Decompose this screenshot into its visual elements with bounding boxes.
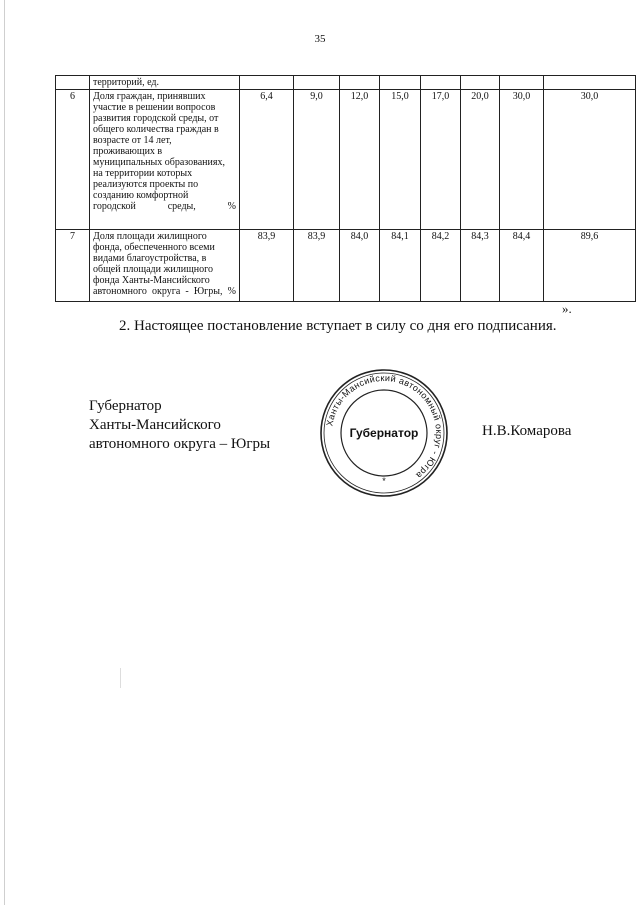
closing-quote: ».	[562, 301, 572, 316]
indicator-value-cell	[421, 76, 461, 90]
indicator-value-cell: 84,2	[421, 230, 461, 302]
indicator-name-line: Доля площади жилищного	[93, 231, 207, 242]
indicator-value-cell	[240, 76, 294, 90]
indicator-name-cell	[90, 90, 240, 230]
indicator-name-line: Доля граждан, принявших	[93, 91, 206, 102]
seal-bottom-star: *	[382, 476, 386, 486]
indicator-value-cell: 84,1	[380, 230, 421, 302]
indicator-value-cell: 83,9	[240, 230, 294, 302]
indicator-value-cell: 12,0	[340, 90, 380, 230]
row-number-cell	[56, 76, 90, 90]
table-row	[56, 230, 636, 302]
indicator-value-cell	[544, 76, 636, 90]
indicator-value-cell: 84,4	[500, 230, 544, 302]
indicator-value-cell: 17,0	[421, 90, 461, 230]
indicator-value-cell: 84,0	[340, 230, 380, 302]
indicator-name-line: городской среды, %	[93, 201, 236, 212]
indicator-value-cell: 9,0	[294, 90, 340, 230]
indicator-name-line: фонда Ханты-Мансийского	[93, 275, 210, 286]
indicator-value-cell: 30,0	[544, 90, 636, 230]
indicator-name-cell	[90, 76, 240, 90]
position-line-2: Ханты-Мансийского	[89, 417, 221, 433]
indicator-name-line: фонда, обеспеченного всеми	[93, 242, 215, 253]
indicator-name-line: видами благоустройства, в	[93, 253, 207, 264]
indicator-name-line: реализуются проекты по	[93, 179, 199, 190]
indicator-value-cell: 83,9	[294, 230, 340, 302]
signatory-position	[89, 397, 270, 454]
table-row	[56, 90, 636, 230]
indicator-value-cell: 89,6	[544, 230, 636, 302]
table-row	[56, 76, 636, 90]
indicator-value-cell	[294, 76, 340, 90]
indicator-value-cell: 30,0	[500, 90, 544, 230]
indicator-value-cell	[340, 76, 380, 90]
indicator-value-cell	[461, 76, 500, 90]
page-edge-shadow	[4, 0, 5, 905]
indicator-value-cell: 20,0	[461, 90, 500, 230]
indicator-value-cell	[380, 76, 421, 90]
indicators-table-body	[56, 76, 636, 302]
indicator-name-line: участие в решении вопросов	[93, 102, 216, 113]
position-line-1: Губернатор	[89, 398, 162, 414]
effective-date-clause: 2. Настоящее постановление вступает в силу со дня его подписания.	[119, 318, 557, 334]
indicator-name-line: автономного округа - Югры, %	[93, 286, 236, 297]
indicator-name-line: общей площади жилищного	[93, 264, 214, 275]
indicator-name-line: муниципальных образованиях,	[93, 157, 225, 168]
indicator-value-cell: 15,0	[380, 90, 421, 230]
indicator-name-cell	[90, 230, 240, 302]
indicators-table	[55, 75, 636, 302]
row-number-cell: 6	[56, 90, 90, 230]
indicator-value-cell: 6,4	[240, 90, 294, 230]
indicator-name-line: возрасте от 14 лет,	[93, 135, 172, 146]
margin-mark	[120, 668, 121, 688]
indicator-value-cell	[500, 76, 544, 90]
indicator-name-line: созданию комфортной	[93, 190, 189, 201]
indicator-name-line: общего количества граждан в	[93, 124, 219, 135]
row-number-cell: 7	[56, 230, 90, 302]
indicator-name-line: развития городской среды, от	[93, 113, 219, 124]
seal-center-label: Губернатор	[349, 426, 419, 440]
page-number: 35	[314, 33, 326, 45]
indicator-value-cell: 84,3	[461, 230, 500, 302]
signatory-name: Н.В.Комарова	[482, 423, 572, 439]
indicator-name-line: на территории которых	[93, 168, 193, 179]
position-line-3: автономного округа – Югры	[89, 436, 271, 452]
seal-ring-text: Ханты-Мансийский автономный округ - Югра	[324, 372, 445, 481]
indicator-name-line: территорий, ед.	[93, 77, 159, 88]
official-seal	[318, 367, 450, 499]
indicator-name-line: проживающих в	[93, 146, 163, 157]
